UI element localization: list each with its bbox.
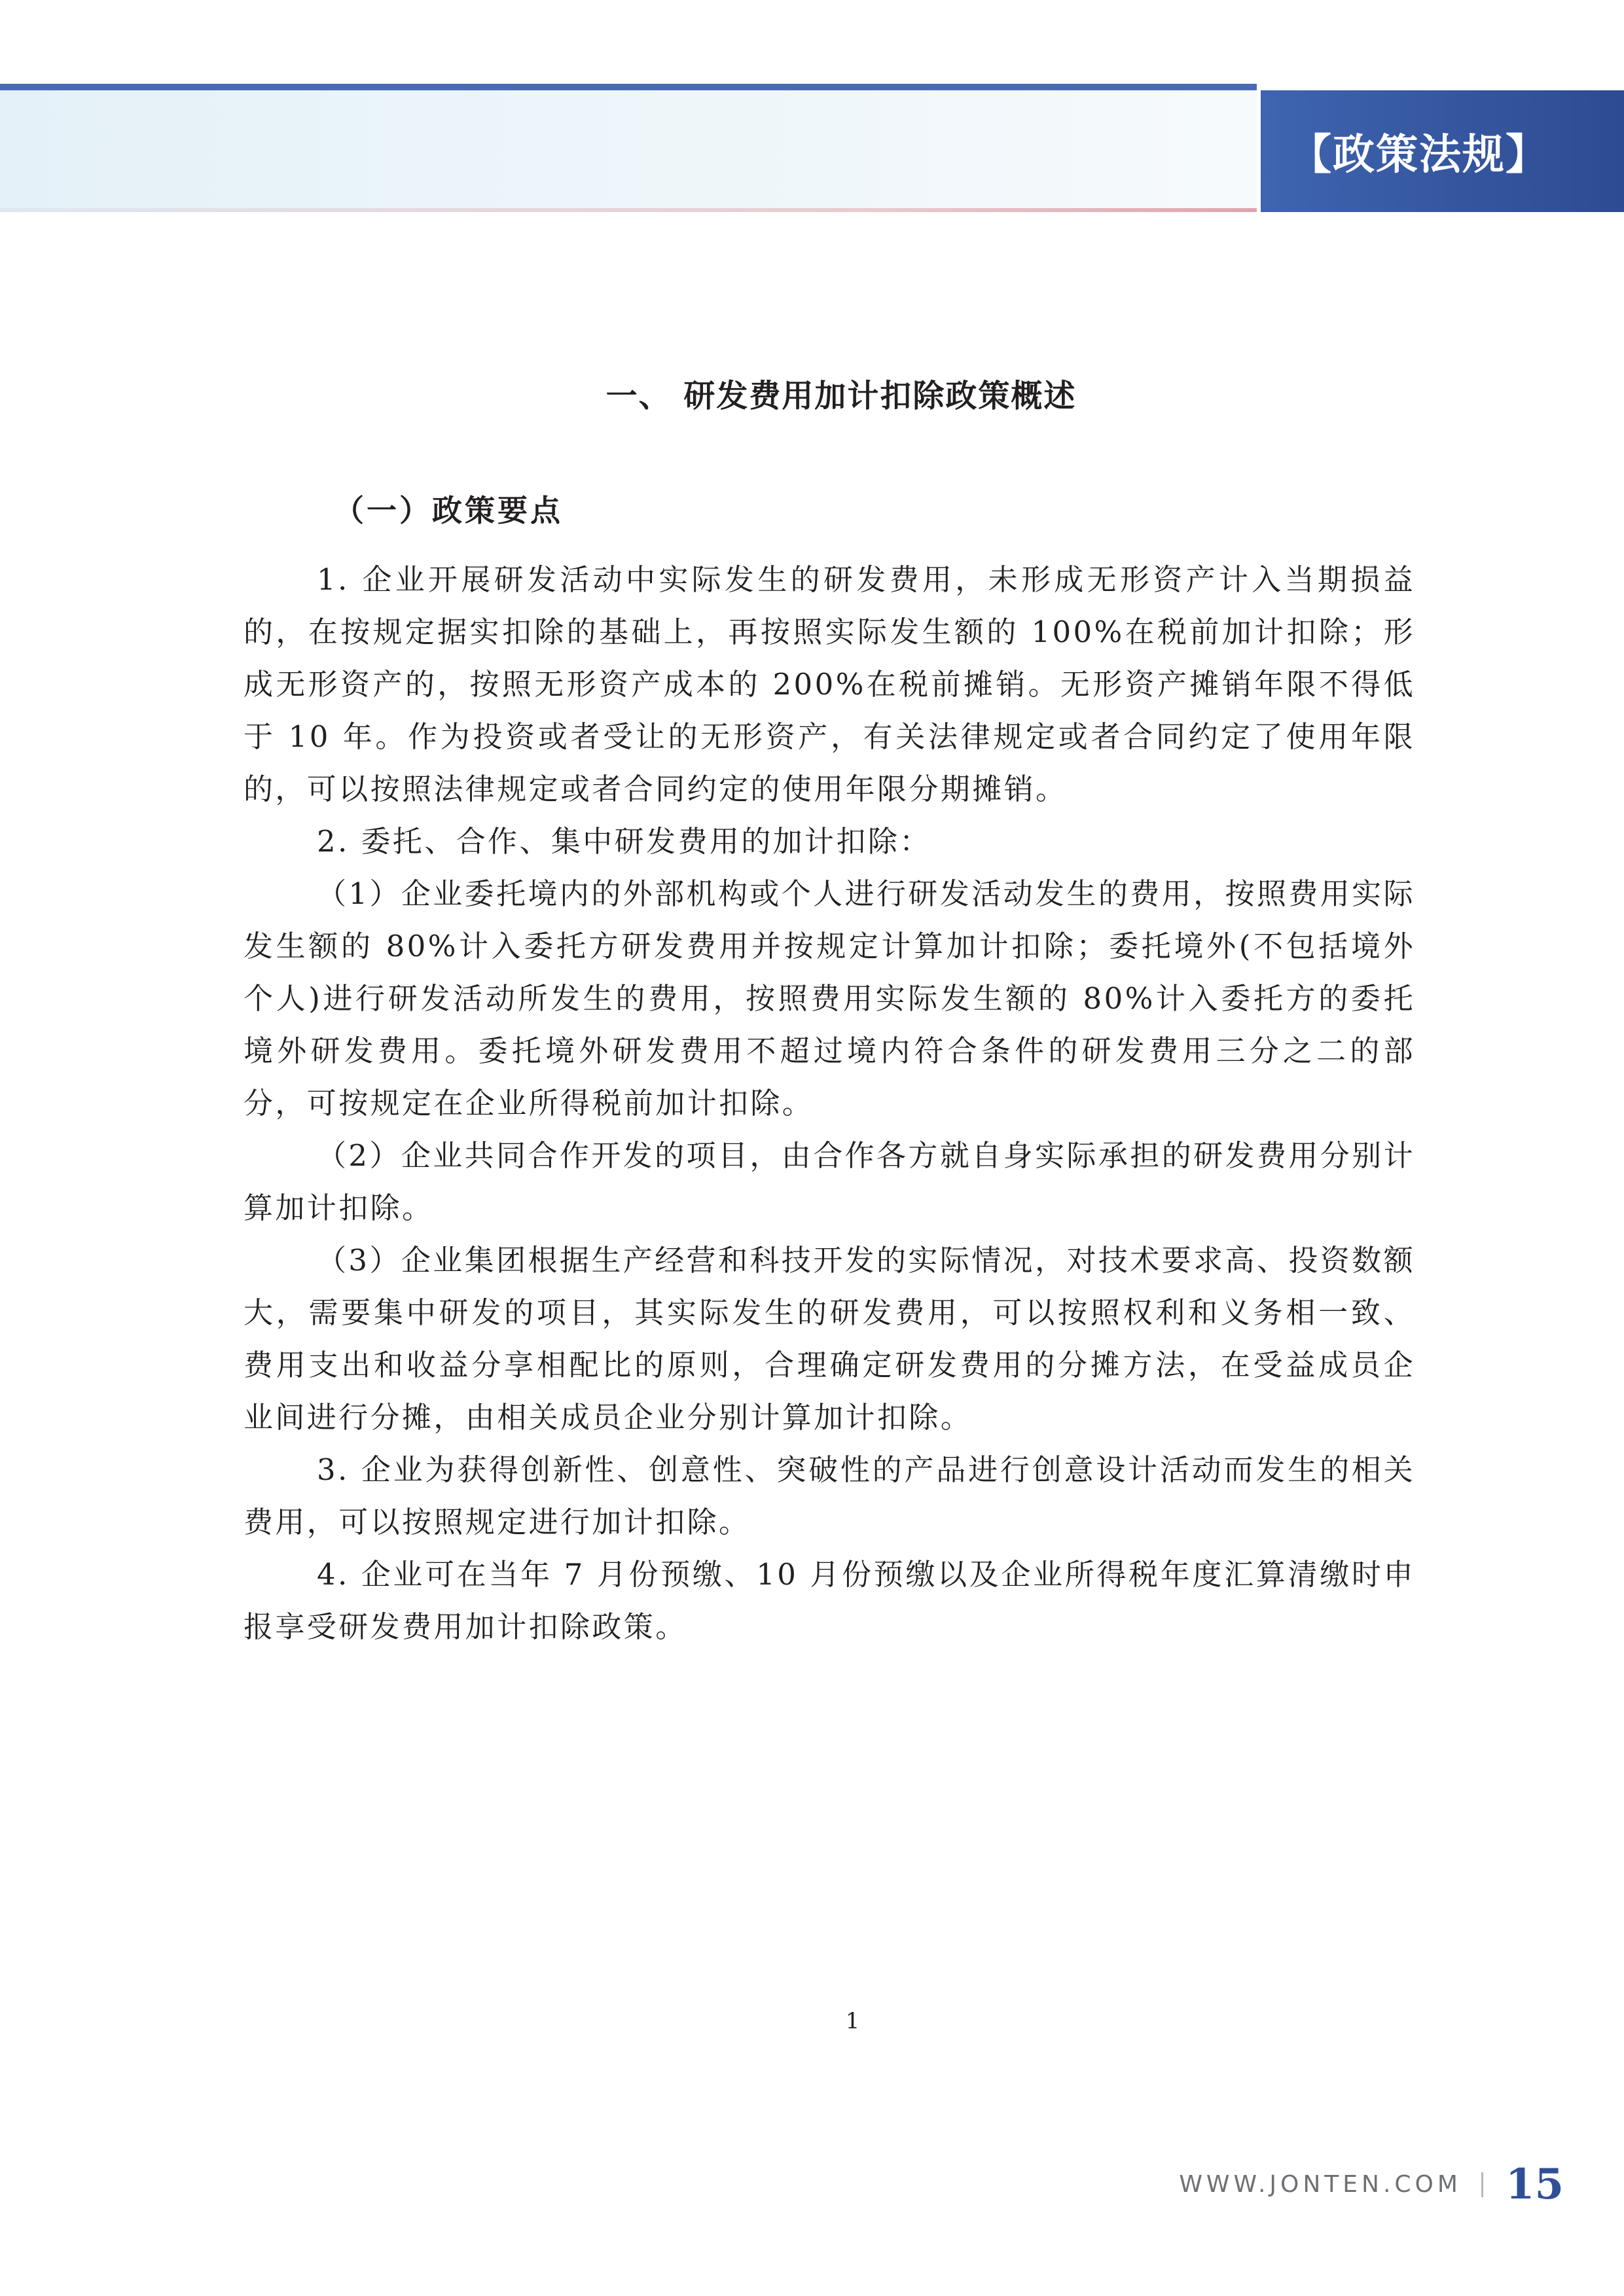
header-accent-line <box>0 208 1257 212</box>
paragraph-4: 4. 企业可在当年 7 月份预缴、10 月份预缴以及企业所得税年度汇算清缴时申报享受研发费用加计扣除政策。 <box>244 1557 1415 1644</box>
paragraph-2: 2. 委托、合作、集中研发费用的加计扣除： <box>317 824 931 859</box>
header-banner <box>0 90 1257 212</box>
subsection-title: （一）政策要点 <box>334 493 563 528</box>
category-tab <box>1261 90 1624 212</box>
header-top-rule <box>0 84 1257 90</box>
footer <box>1179 2160 1564 2209</box>
footer-page-number: 15 <box>1505 2160 1564 2209</box>
document-body <box>244 367 1415 1653</box>
paragraph-1: 1. 企业开展研发活动中实际发生的研发费用，未形成无形资产计入当期损益的，在按规定据实扣除的基础上，再按照实际发生额的 100%在税前加计扣除；形成无形资产的，按照无形资产成本的 200%在税前摊销。无形资产摊销年限不得低于 10 年。作为投资或者受让的无形资产，有关法律规定或者合同约定了使用年限的，可以按照法律规定或者合同约定的使用年限分期摊销。 <box>244 562 1415 806</box>
inner-page-number: 1 <box>845 2008 860 2034</box>
footer-website: WWW.JONTEN.COM <box>1179 2171 1462 2198</box>
section-title: 一、 研发费用加计扣除政策概述 <box>605 378 1077 414</box>
paragraph-2-2: （2）企业共同合作开发的项目，由合作各方就自身实际承担的研发费用分别计算加计扣除。 <box>244 1138 1415 1225</box>
paragraph-2-1: （1）企业委托境内的外部机构或个人进行研发活动发生的费用，按照费用实际发生额的 80%计入委托方研发费用并按规定计算加计扣除；委托境外(不包括境外个人)进行研发活动所发生的费用，按照费用实际发生额的 80%计入委托方的委托境外研发费用。委托境外研发费用不超过境内符合条件的研发费用三分之二的部分，可按规定在企业所得税前加计扣除。 <box>244 876 1415 1121</box>
category-label: 【政策法规】 <box>1290 131 1549 179</box>
paragraph-2-3: （3）企业集团根据生产经营和科技开发的实际情况，对技术要求高、投资数额大，需要集中研发的项目，其实际发生的研发费用，可以按照权利和义务相一致、费用支出和收益分享相配比的原则，合理确定研发费用的分摊方法，在受益成员企业间进行分摊，由相关成员企业分别计算加计扣除。 <box>244 1243 1415 1435</box>
footer-divider <box>1481 2172 1483 2197</box>
paragraph-3: 3. 企业为获得创新性、创意性、突破性的产品进行创意设计活动而发生的相关费用，可以按照规定进行加计扣除。 <box>244 1452 1415 1539</box>
